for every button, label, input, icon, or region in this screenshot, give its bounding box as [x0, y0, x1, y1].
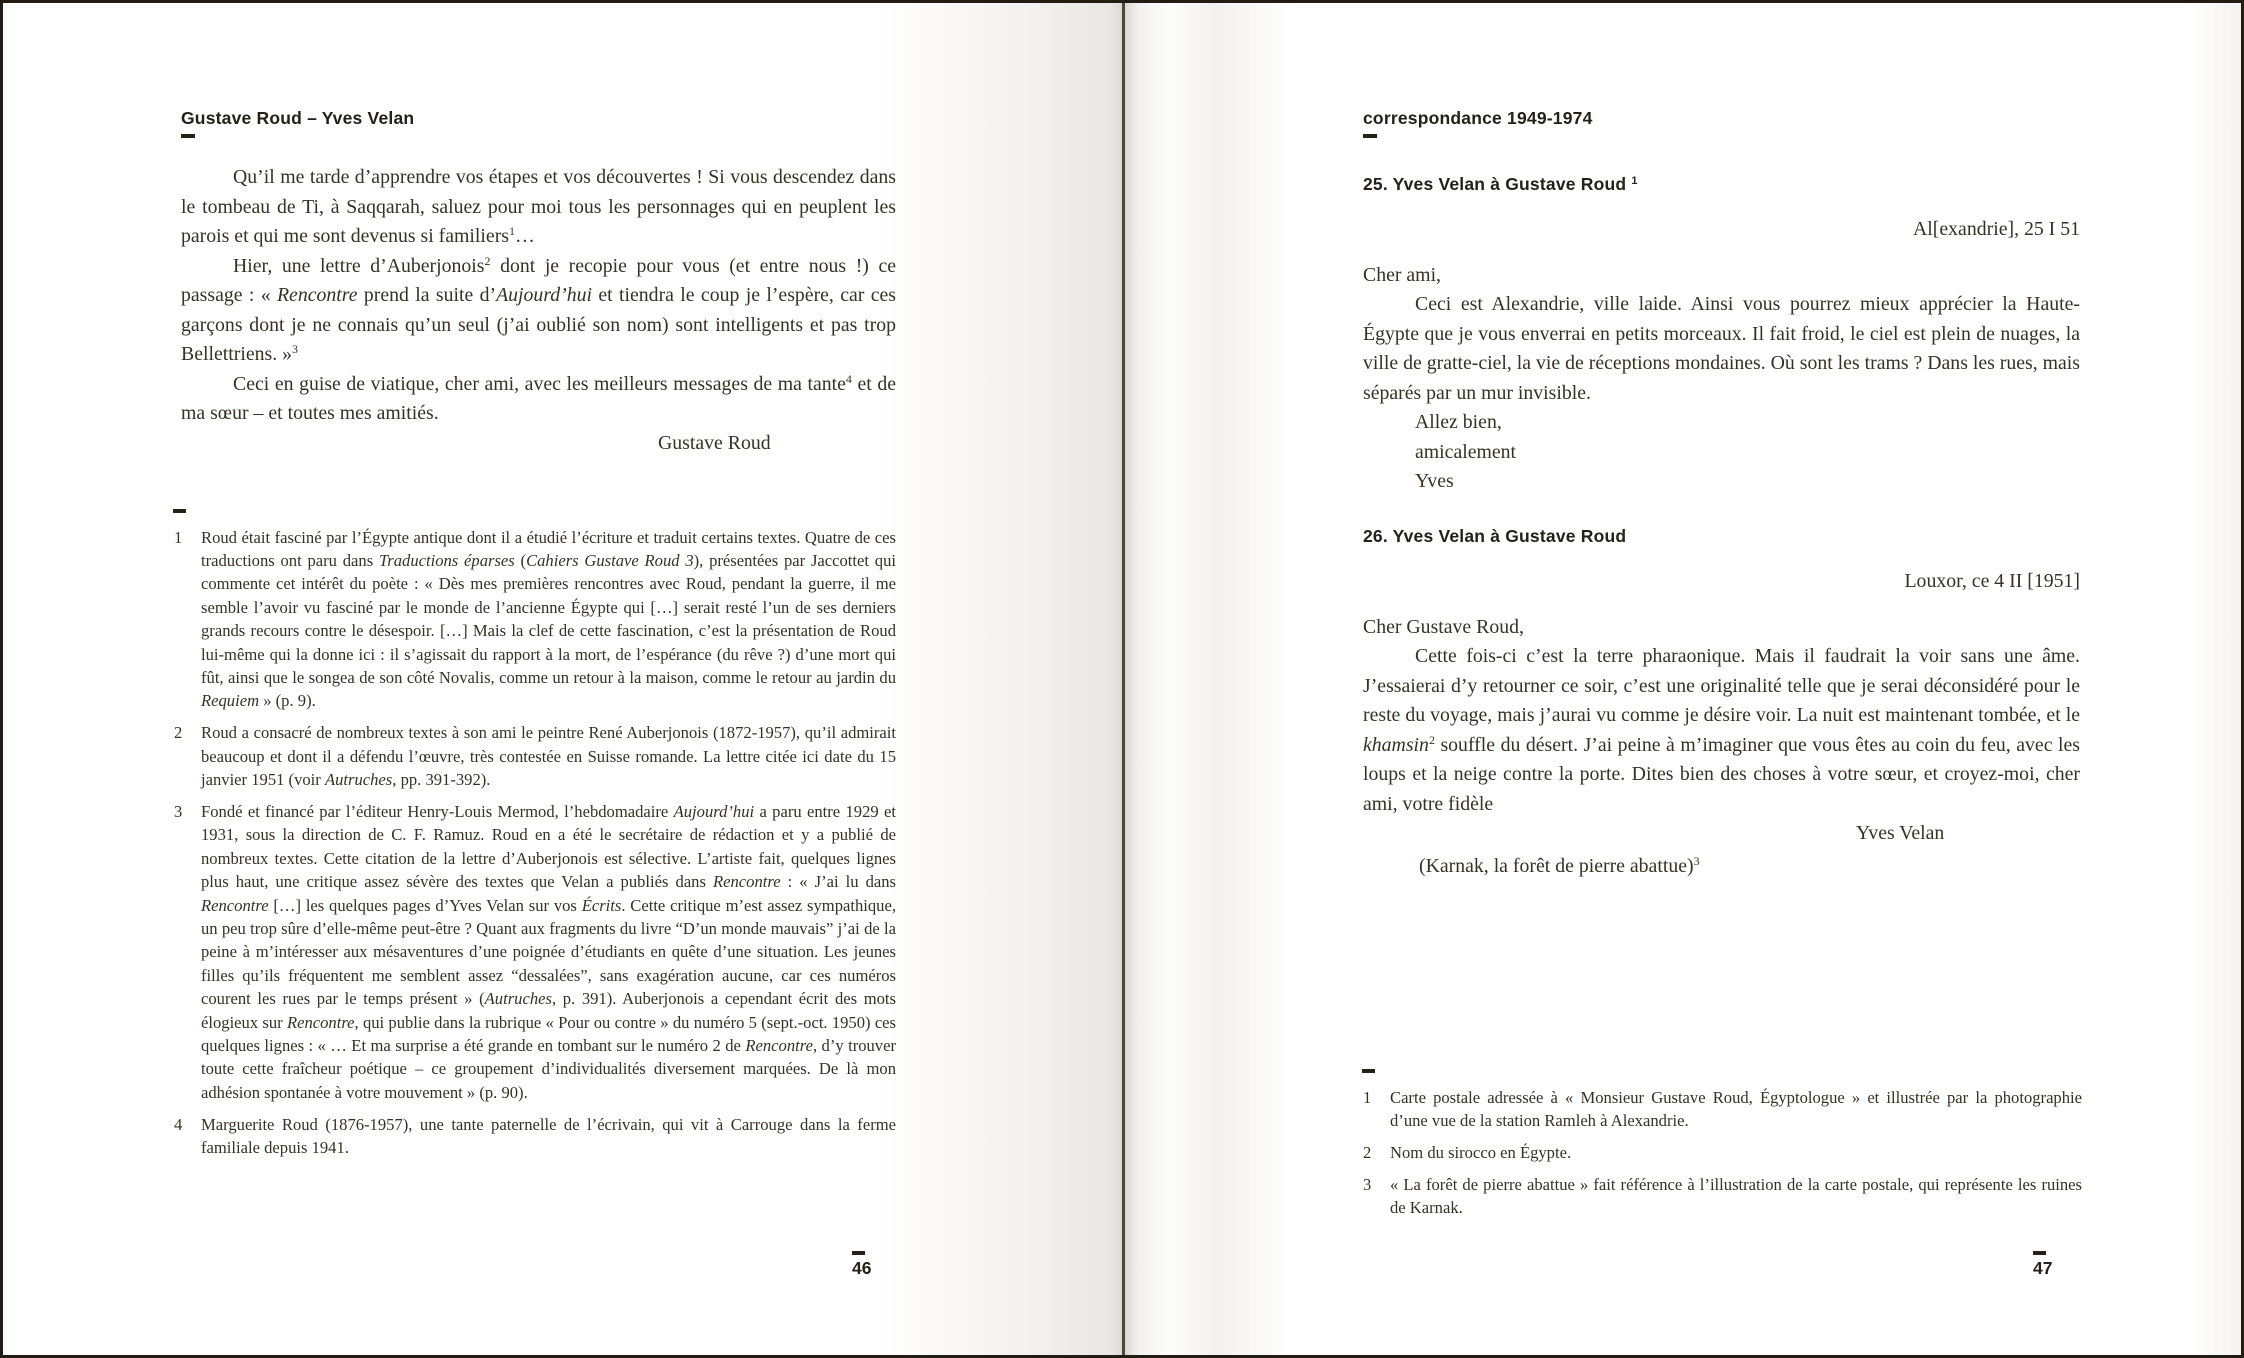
letter-body-left: [181, 163, 896, 458]
footnote-text: Fondé et financé par l’éditeur Henry-Louis Mermod, l’hebdomadaire Aujourd’hui a paru entre 1929 et 1931, sous la direction de C. F. Ramuz. Roud en a été le secrétaire de rédaction et y a publié de nombreux textes. Cette citation de la lettre d’Auberjonois est sélective. L’artiste fait, quelques lignes plus haut, une critique assez sévère des textes que Velan a publiés dans Rencontre : « J’ai lu dans Rencontre […] les quelques pages d’Yves Velan sur vos Écrits. Cette critique m’est assez sympathique, un peu trop sûre d’elle-même peut-être ? Quant aux fragments du livre “D’un monde mauvais” j’ai de la peine à m’intéresser aux mésaventures d’une poignée d’étudiants en quête d’une situation. Les jeunes filles qu’ils fréquentent me semblent assez “dessalées”, sans exagération aucune, car ces numéros courent les rues par le temps présent » (Autruches, p. 391). Auberjonois a cependant écrit des mots élogieux sur Rencontre, qui publie dans la rubrique « Pour ou contre » du numéro 5 (sept.-oct. 1950) ces quelques lignes : « … Et ma surprise a été grande en tombant sur le numéro 2 de Rencontre, d’y trouver toute cette fraîcheur poétique – ce groupement d’individualités diversement marquées. De là mon adhésion spontanée à votre mouvement » (p. 90).: [201, 801, 897, 1102]
letter-heading: 25. Yves Velan à Gustave Roud $^1$: [1363, 174, 1638, 194]
letter-25: [1363, 173, 2080, 497]
letter-signature: Yves Velan: [1856, 822, 1945, 844]
footnote: [1363, 1141, 2082, 1164]
footnote-text: Roud était fasciné par l’Égypte antique dont il a étudié l’écriture et traduit certains textes. Quatre de ces traductions ont paru dans Traductions éparses (Cahiers Gustave Roud 3), présentées par Jaccottet qui commente cet intérêt du poète : « Dès mes premières rencontres avec Roud, pendant la guerre, il me semble l’avoir vu fasciné par le monde de l’ancienne Égypte qui […] serait resté l’un de ses derniers grands recours contre le désespoir. […] Mais la clef de cette fascination, c’est la présentation de Roud lui-même qui la donne ici : il s’agissait du rapport à la mort, de l’espérance (du rêve ?) d’une mort qui fût, ainsi que le songea de son côté Novalis, comme un retour à la maison, comme le retour au jardin du Requiem » (p. 9).: [201, 527, 896, 711]
page-number-dash-right: [2033, 1251, 2046, 1255]
letter-paragraph: Qu’il me tarde d’apprendre vos étapes et vos découvertes ! Si vous descendez dans le tombeau de Ti, à Saqqarah, saluez pour moi tous les personnages qui en peuplent les parois et qui me sont devenus si familiers$^1$…: [181, 166, 896, 247]
letter-salutation: Cher ami,: [1363, 263, 1442, 286]
running-header-right-text: correspondance 1949-1974: [1363, 108, 1593, 128]
letter-26: [1363, 525, 2080, 881]
letter-salutation: Cher Gustave Roud,: [1363, 615, 1524, 638]
page-footer-right: [2033, 1251, 2052, 1279]
letter-postscript: (Karnak, la forêt de pierre abattue)$^3$: [1419, 853, 1700, 877]
footnote-number: 1: [174, 527, 183, 547]
footnote-number: 3: [1363, 1174, 1372, 1194]
page-left: [3, 3, 1122, 1355]
header-dash-right: [1363, 134, 1377, 138]
footnote-number: 1: [1363, 1087, 1372, 1107]
letter-signature: Gustave Roud: [658, 431, 771, 454]
footnote-number: 2: [174, 723, 183, 743]
letter-paragraph: Cette fois-ci c’est la terre pharaonique. Mais il faudrait la voir sans une âme. J’essaierai d’y retourner ce soir, c’est une originalité telle que je serai déconsidéré pour le reste du voyage, mais j’aurai vu comme je désire voir. La nuit est maintenant tombée, et le khamsin$^2$ souffle du désert. J’ai peine à m’imaginer que vous êtes au coin du feu, avec les loups et la neige contre la porte. Dites bien des choses à votre sœur, et croyez-moi, cher ami, votre fidèle: [1363, 645, 2080, 815]
footnote-text: Nom du sirocco en Égypte.: [1390, 1142, 1572, 1162]
letter-dateline: Al[exandrie], 25 I 51: [1913, 218, 2080, 240]
letter-heading: 26. Yves Velan à Gustave Roud: [1363, 526, 1627, 546]
page-right: [1125, 3, 2244, 1355]
letter-dateline: Louxor, ce 4 II [1951]: [1904, 570, 2080, 592]
letter-closing-line: Yves: [1415, 470, 1454, 492]
footnotes-right: [1363, 1069, 2082, 1220]
footnote-text: Marguerite Roud (1876-1957), une tante paternelle de l’écrivain, qui vit à Carrouge dans la ferme familiale depuis 1941.: [201, 1114, 896, 1158]
footnote-number: 2: [1363, 1142, 1372, 1162]
letter-paragraph: Hier, une lettre d’Auberjonois$^2$ dont je recopie pour vous (et entre nous !) ce passage : « Rencontre prend la suite d’Aujourd’hui et tiendra le coup je l’espère, car ces garçons dont je ne connais qu’un seul (j’ai oublié son nom) sont intelligents et pas trop Bellettriens. »$^3$: [181, 253, 897, 365]
page-number-right: 47: [2033, 1257, 2053, 1278]
header-dash-left: [181, 134, 195, 138]
footnote-number: 4: [174, 1114, 183, 1134]
footnote: [174, 1113, 896, 1160]
footnote: [1363, 1173, 2082, 1220]
letter-closing-line: Allez bien,: [1415, 411, 1502, 433]
footnote: [174, 526, 896, 713]
footnote: [1363, 1086, 2082, 1133]
footnote-text: Carte postale adressée à « Monsieur Gustave Roud, Égyptologue » et illustrée par la photographie d’une vue de la station Ramleh à Alexandrie.: [1390, 1087, 2082, 1130]
footnote-separator-dash: [1362, 1069, 1375, 1073]
footnote-number: 3: [174, 801, 183, 821]
footnote-separator-dash: [173, 509, 186, 513]
footnote: [174, 800, 896, 1104]
footnote-text: « La forêt de pierre abattue » fait référence à l’illustration de la carte postale, qui représente les ruines de Karnak.: [1390, 1174, 2082, 1218]
running-header-left: [181, 108, 414, 138]
page-number-left: 46: [852, 1257, 872, 1278]
footnote: [174, 721, 896, 791]
running-header-right: [1363, 108, 1593, 138]
page-footer-left: [852, 1251, 871, 1279]
letter-closing-line: amicalement: [1415, 440, 1517, 463]
gutter-line: [1122, 3, 1125, 1355]
page-number-dash-left: [852, 1251, 865, 1255]
letter-paragraph: Ceci en guise de viatique, cher ami, avec les meilleurs messages de ma tante$^4$ et de ma sœur – et toutes mes amitiés.: [181, 371, 896, 424]
footnote-text: Roud a consacré de nombreux textes à son ami le peintre René Auberjonois (1872-1957), qu’il admirait beaucoup et dont il a défendu l’œuvre, très contestée en Suisse romande. La lettre citée ici date du 15 janvier 1951 (voir Autruches, pp. 391-392).: [201, 723, 896, 790]
letter-paragraph: Ceci est Alexandrie, ville laide. Ainsi vous pourrez mieux apprécier la Haute-Égypte que je vous enverrai en petits morceaux. Il fait froid, le ciel est plein de nuages, la ville de gratte-ciel, la vie de réceptions mondaines. Où sont les trams ? Dans les rues, mais séparés par un mur invisible.: [1363, 293, 2080, 404]
footnotes-left: [174, 509, 896, 1160]
running-header-left-text: Gustave Roud – Yves Velan: [181, 108, 415, 128]
